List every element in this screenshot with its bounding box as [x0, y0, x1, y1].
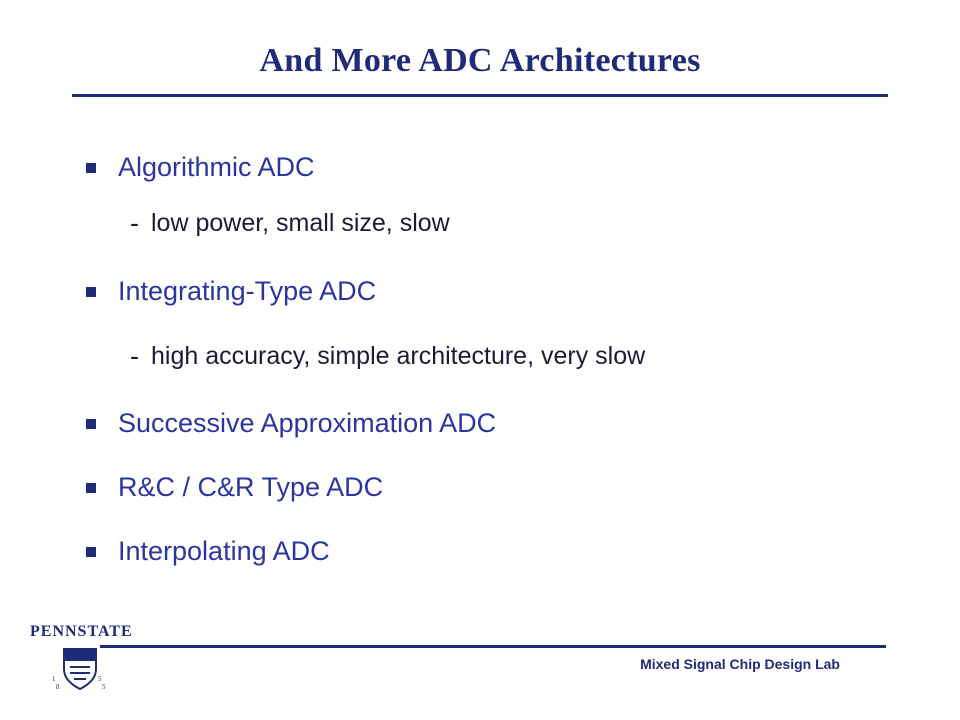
bullet-label: Successive Approximation ADC [118, 408, 497, 438]
svg-text:5: 5 [98, 675, 102, 683]
sub-item [130, 341, 645, 372]
svg-text:8: 8 [56, 683, 60, 691]
shield-icon [50, 645, 110, 691]
bullet-label: Interpolating ADC [118, 536, 330, 566]
bullet-item [86, 152, 315, 183]
pennstate-logo [30, 623, 133, 697]
svg-text:1: 1 [52, 675, 56, 683]
footer-divider [100, 645, 886, 648]
square-bullet-icon [86, 547, 96, 557]
sub-item-label: low power, small size, slow [151, 209, 450, 237]
bullet-item [86, 472, 383, 503]
dash-marker: - [130, 341, 139, 371]
bullet-label: R&C / C&R Type ADC [118, 472, 384, 502]
slide-title: And More ADC Architectures [259, 42, 701, 79]
lab-name: Mixed Signal Chip Design Lab [640, 656, 840, 672]
bullet-item [86, 408, 496, 439]
sub-item [130, 208, 450, 239]
bullet-label: Algorithmic ADC [118, 152, 315, 182]
logo-wordmark: PENNSTATE [30, 623, 133, 640]
bullet-item [86, 536, 330, 567]
bullet-label: Integrating-Type ADC [118, 276, 377, 306]
square-bullet-icon [86, 419, 96, 429]
square-bullet-icon [86, 163, 96, 173]
sub-item-label: high accuracy, simple architecture, very slow [151, 342, 646, 370]
dash-marker: - [130, 208, 139, 238]
svg-text:5: 5 [102, 683, 106, 691]
square-bullet-icon [86, 483, 96, 493]
square-bullet-icon [86, 287, 96, 297]
bullet-item [86, 276, 376, 307]
